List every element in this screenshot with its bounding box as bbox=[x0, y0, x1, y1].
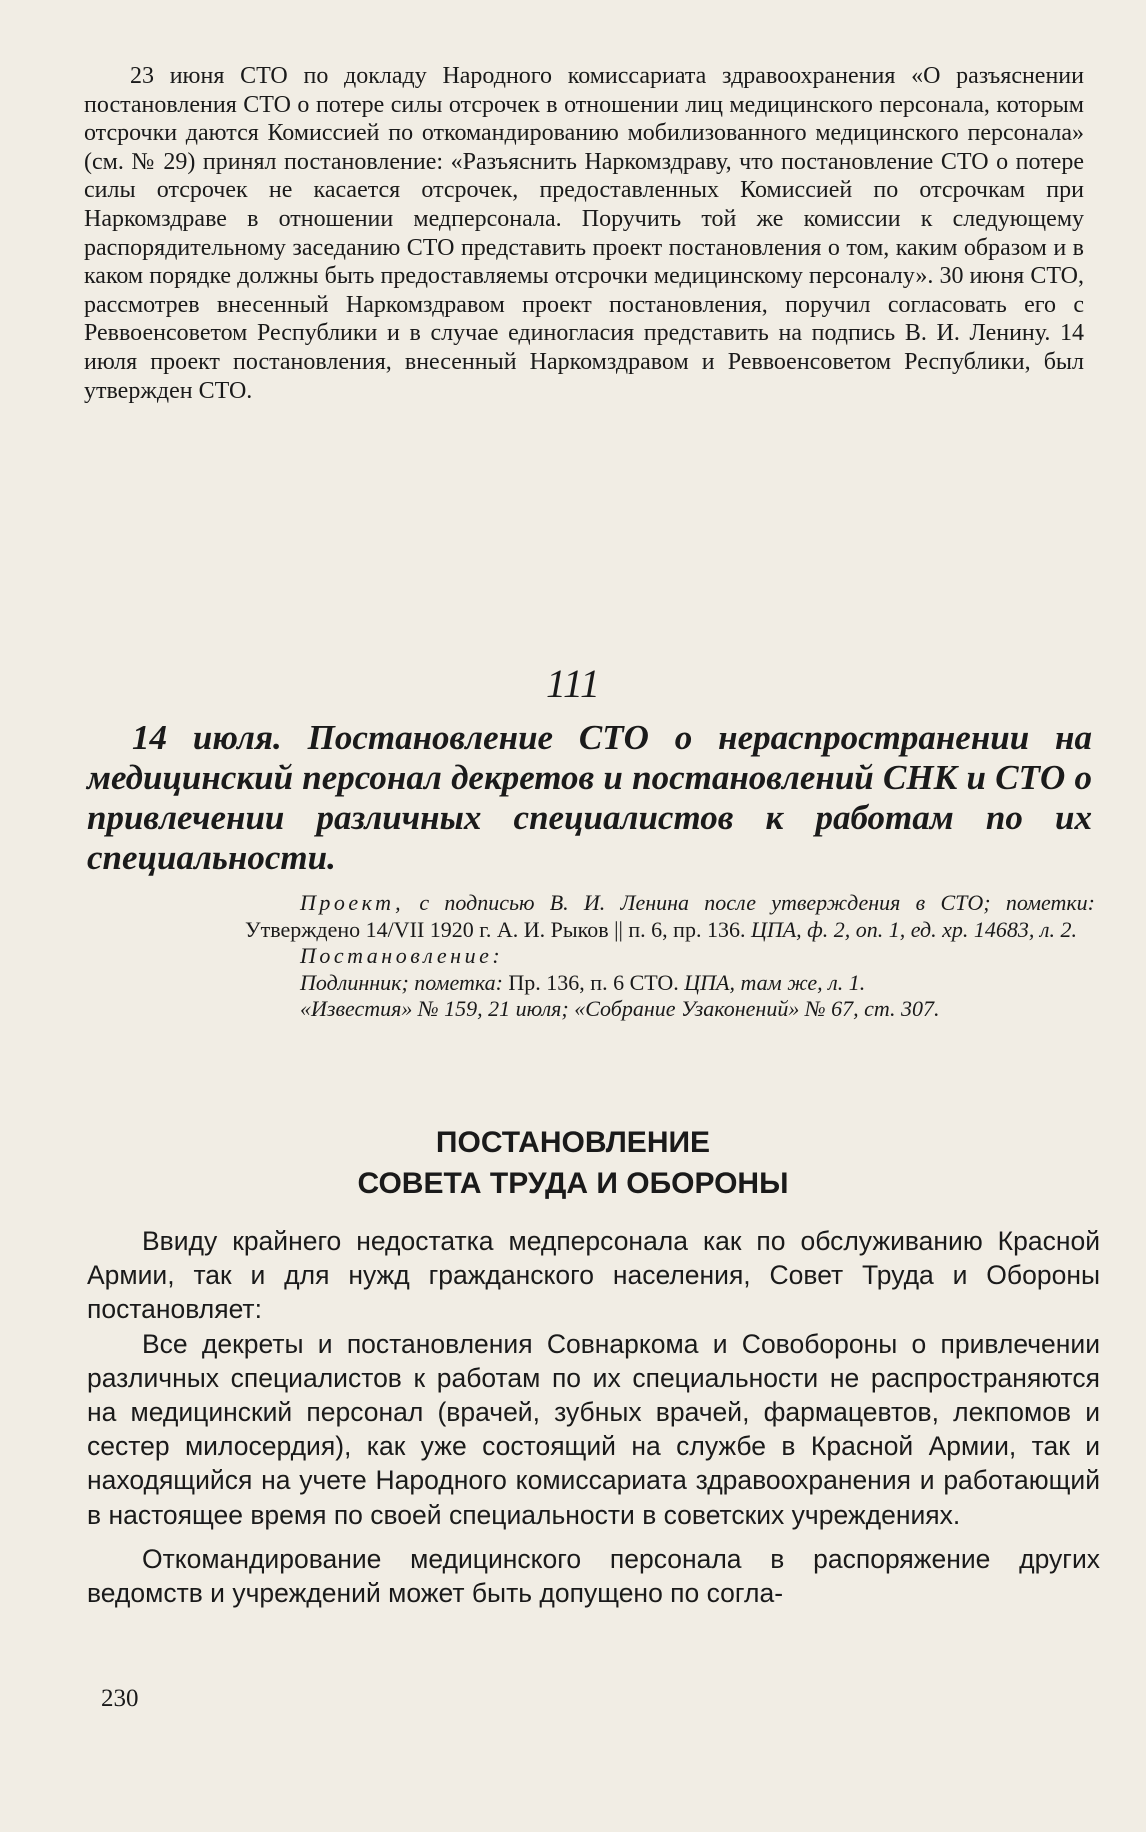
decree-heading-line-1: ПОСТАНОВЛЕНИЕ bbox=[435, 1126, 711, 1159]
draft-note: с подписью В. И. Ленина после утверждения в СТО; пометки: bbox=[419, 890, 1095, 915]
original-mark: Пр. 136, п. 6 СТО. bbox=[508, 969, 679, 995]
draft-source bbox=[245, 890, 1095, 943]
decree-paragraph: Откомандирование медицинского персонала в распоряжение других ведомств и учреждений может быть допущено по согла- bbox=[87, 1543, 1100, 1609]
decree-paragraph: Ввиду крайнего недостатка медперсонала как по обслуживанию Красной Армии, так и для нужд гражданского населения, Совет Труда и Обороны постановляет: bbox=[87, 1226, 1100, 1325]
document-title: 14 июля. Постановление СТО о нераспространении на медицинский персонал декретов и постановлений СНК и СТО о привлечении различных специалистов к работам по их специальности. bbox=[87, 718, 1092, 877]
publication-source: «Известия» № 159, 21 июля; «Собрание Узаконений» № 67, ст. 307. bbox=[300, 996, 940, 1021]
decree-body bbox=[87, 1224, 1100, 1610]
document-number: 111 bbox=[545, 661, 601, 706]
preceding-note: 23 июня СТО по докладу Народного комиссариата здравоохранения «О разъяснении постановления СТО о потере силы отсрочек в отношении лиц медицинского персонала, которым отсрочки даются Комиссией по откомандированию мобилизованного медицинского персонала» (см. № 29) принял постановление: «Разъяснить Наркомздраву, что постановление СТО о потере силы отсрочек не касается отсрочек, предоставленных Комиссией по отсрочкам при Наркомздраве в отношении медперсонала. Поручить той же комиссии к следующему распорядительному заседанию СТО представить проект постановления о том, каким образом и в каком порядке должны быть предоставляемы отсрочки медицинскому персоналу». 30 июня СТО, рассмотрев внесенный Наркомздравом проект постановления, поручил согласовать его с Реввоенсоветом Республики и в случае единогласия представить на подпись В. И. Ленину. 14 июля проект постановления, внесенный Наркомздравом и Реввоенсоветом Республики, был утвержден СТО. bbox=[84, 63, 1084, 404]
decree-label-line bbox=[245, 943, 1095, 970]
decree-heading-line-2: СОВЕТА ТРУДА И ОБОРОНЫ bbox=[357, 1167, 789, 1200]
original-label: Подлинник; пометка: bbox=[300, 969, 503, 995]
decree-paragraph: Все декреты и постановления Совнаркома и Совобороны о привлечении различных специалистов к работам по их специальности не распространяются на медицинский персонал (врачей, зубных врачей, фармацевтов, лекпомов и сестер милосердия), как уже состоящий на службе в Красной Армии, так и находящийся на учете Народного комиссариата здравоохранения и работающий в настоящее время по своей специальности в советских учреждениях. bbox=[87, 1328, 1100, 1530]
draft-marks: Утверждено 14/VII 1920 г. А. И. Рыков || п. 6, пр. 136. bbox=[245, 916, 746, 942]
decree-heading bbox=[0, 1122, 1146, 1204]
draft-archive: ЦПА, ф. 2, оп. 1, ед. хр. 14683, л. 2. bbox=[750, 916, 1077, 942]
source-notes bbox=[245, 890, 1095, 1023]
original-source bbox=[245, 970, 1095, 997]
original-archive: ЦПА, там же, л. 1. bbox=[684, 969, 866, 995]
page-number: 230 bbox=[101, 1685, 139, 1712]
decree-label: Постановление: bbox=[300, 943, 504, 968]
draft-label: Проект, bbox=[300, 890, 405, 915]
